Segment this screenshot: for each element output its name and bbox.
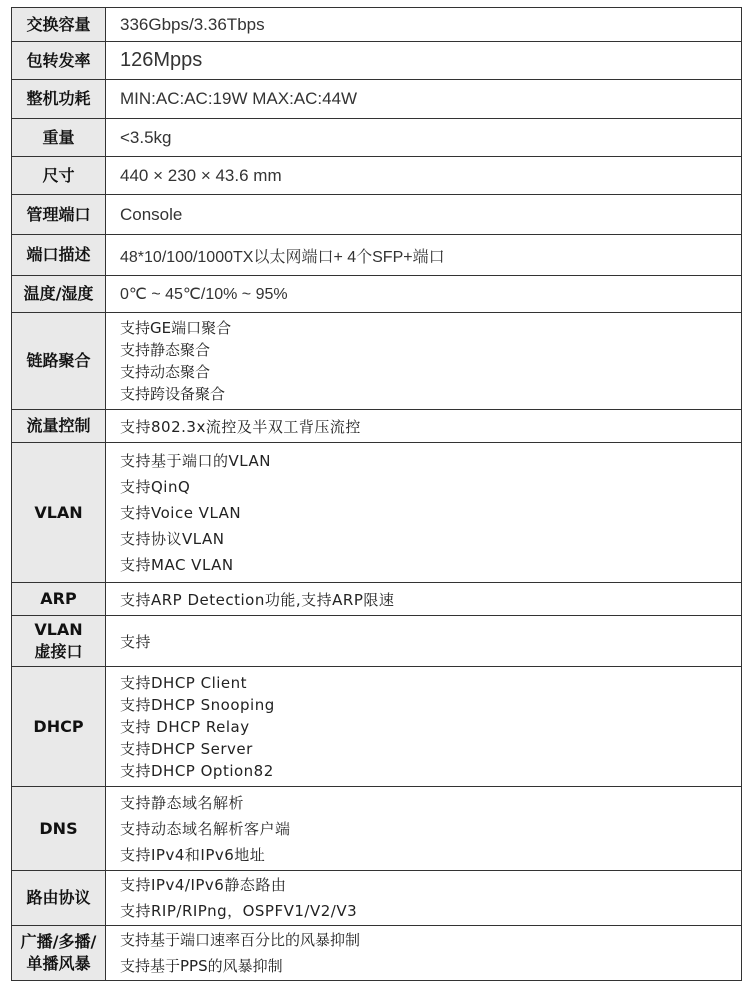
value-line: 支持静态域名解析 bbox=[120, 793, 245, 812]
value-line: 支持MAC VLAN bbox=[120, 555, 234, 574]
row-value bbox=[106, 787, 741, 870]
value-line: 支持基于端口速率百分比的风暴抑制 bbox=[120, 931, 361, 949]
value-line: 支持动态域名解析客户端 bbox=[120, 819, 291, 838]
row-value bbox=[106, 871, 741, 925]
table-row bbox=[12, 313, 741, 410]
row-value bbox=[106, 8, 741, 41]
table-row bbox=[12, 926, 741, 981]
row-label: 路由协议 bbox=[12, 871, 106, 925]
table-row bbox=[12, 80, 741, 119]
value-line: 126Mpps bbox=[120, 49, 203, 71]
value-line: 支持 bbox=[120, 632, 152, 651]
row-value bbox=[106, 157, 741, 194]
value-line: 支持 DHCP Relay bbox=[120, 717, 250, 736]
row-label: 交换容量 bbox=[12, 8, 106, 41]
table-row bbox=[12, 8, 741, 42]
value-line: 支持IPv4和IPv6地址 bbox=[120, 845, 266, 864]
table-row bbox=[12, 235, 741, 276]
value-line: Console bbox=[120, 204, 183, 224]
table-row bbox=[12, 119, 741, 157]
value-line: 支持DHCP Option82 bbox=[120, 761, 274, 780]
row-label: 流量控制 bbox=[12, 410, 106, 442]
row-value bbox=[106, 410, 741, 442]
row-value bbox=[106, 195, 741, 234]
row-value bbox=[106, 235, 741, 275]
table-row bbox=[12, 787, 741, 871]
value-line: 支持基于端口的VLAN bbox=[120, 451, 271, 470]
row-label: VLAN bbox=[12, 443, 106, 582]
table-row bbox=[12, 443, 741, 583]
row-value bbox=[106, 583, 741, 615]
value-line: 440 × 230 × 43.6 mm bbox=[120, 165, 282, 185]
row-value bbox=[106, 616, 741, 666]
row-value bbox=[106, 80, 741, 118]
row-value bbox=[106, 667, 741, 786]
table-row bbox=[12, 157, 741, 195]
row-label: ARP bbox=[12, 583, 106, 615]
row-value bbox=[106, 443, 741, 582]
value-line: 支持DHCP Snooping bbox=[120, 695, 275, 714]
row-label: 温度/湿度 bbox=[12, 276, 106, 312]
table-row bbox=[12, 410, 741, 443]
value-line: 支持802.3x流控及半双工背压流控 bbox=[120, 417, 361, 436]
table-row bbox=[12, 276, 741, 313]
row-label: 链路聚合 bbox=[12, 313, 106, 409]
row-value bbox=[106, 42, 741, 79]
value-line: 支持Voice VLAN bbox=[120, 503, 242, 522]
row-value bbox=[106, 276, 741, 312]
value-line: 336Gbps/3.36Tbps bbox=[120, 14, 265, 34]
table-row bbox=[12, 42, 741, 80]
value-line: 支持GE端口聚合 bbox=[120, 319, 232, 337]
row-label: 重量 bbox=[12, 119, 106, 156]
row-label: DHCP bbox=[12, 667, 106, 786]
value-line: 支持基于PPS的风暴抑制 bbox=[120, 957, 283, 975]
table-row bbox=[12, 583, 741, 616]
value-line: 支持跨设备聚合 bbox=[120, 385, 226, 403]
table-row bbox=[12, 195, 741, 235]
value-line: 支持协议VLAN bbox=[120, 529, 225, 548]
value-line: 0℃ ~ 45℃/10% ~ 95% bbox=[120, 286, 288, 303]
value-line: 支持QinQ bbox=[120, 477, 191, 496]
value-line: 支持静态聚合 bbox=[120, 341, 211, 359]
row-label: 广播/多播/ 单播风暴 bbox=[12, 926, 106, 980]
row-label: 尺寸 bbox=[12, 157, 106, 194]
value-line: 支持DHCP Server bbox=[120, 739, 253, 758]
value-line: 支持RIP/RIPng，OSPFV1/V2/V3 bbox=[120, 902, 358, 920]
value-line: 48*10/100/1000TX以太网端口+ 4个SFP+端口 bbox=[120, 248, 445, 266]
value-line: 支持DHCP Client bbox=[120, 673, 248, 692]
value-line: MIN:AC:AC:19W MAX:AC:44W bbox=[120, 89, 358, 108]
row-value bbox=[106, 119, 741, 156]
row-label: 整机功耗 bbox=[12, 80, 106, 118]
value-line: <3.5kg bbox=[120, 127, 172, 147]
row-value bbox=[106, 926, 741, 980]
table-row bbox=[12, 667, 741, 787]
value-line: 支持ARP Detection功能,支持ARP限速 bbox=[120, 590, 395, 609]
row-label: 端口描述 bbox=[12, 235, 106, 275]
row-value bbox=[106, 313, 741, 409]
value-line: 支持IPv4/IPv6静态路由 bbox=[120, 876, 287, 894]
row-label: VLAN 虚接口 bbox=[12, 616, 106, 666]
row-label: 包转发率 bbox=[12, 42, 106, 79]
row-label: 管理端口 bbox=[12, 195, 106, 234]
value-line: 支持动态聚合 bbox=[120, 363, 211, 381]
spec-table bbox=[11, 7, 742, 981]
table-row bbox=[12, 616, 741, 667]
table-row bbox=[12, 871, 741, 926]
row-label: DNS bbox=[12, 787, 106, 870]
